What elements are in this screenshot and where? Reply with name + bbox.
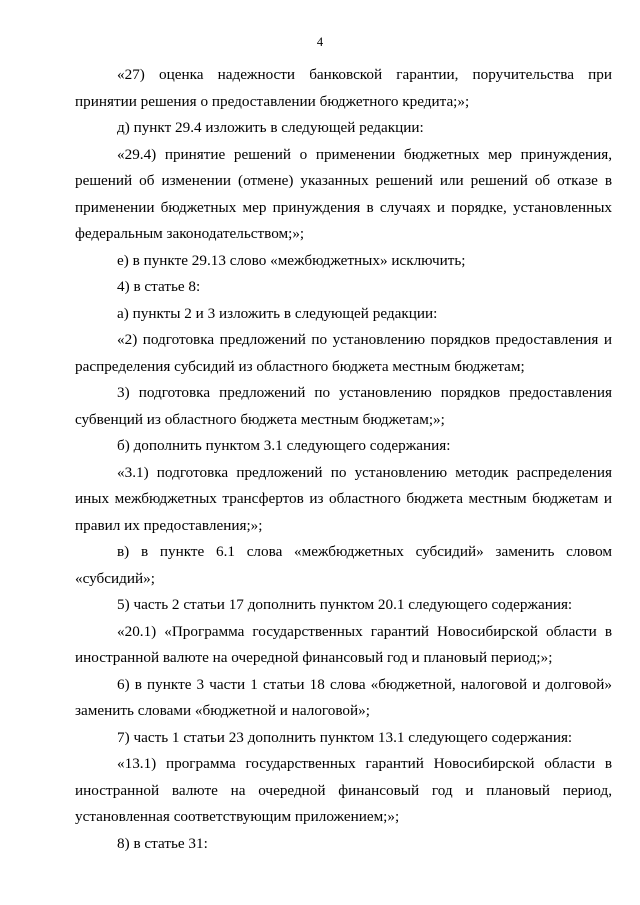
paragraph: «20.1) «Программа государственных гарантий Новосибирской области в иностранной валюте на очередной финансовый год и плановый период;»; — [75, 622, 612, 666]
paragraph: 5) часть 2 статьи 17 дополнить пунктом 20.1 следующего содержания: — [117, 596, 573, 613]
paragraph: «13.1) программа государственных гарантий Новосибирской области в иностранной валюте на очередной финансовый год и плановый период, установленная соответствующим приложением;»; — [75, 755, 612, 825]
paragraph: 8) в статье 31: — [117, 834, 208, 852]
paragraph: 4) в статье 8: — [117, 278, 201, 295]
paragraph: «27) оценка надежности банковской гарантии, поручительства при принятии решения о предоставлении бюджетного кредита;»; — [75, 66, 612, 110]
document-body — [75, 62, 612, 857]
paragraph: 7) часть 1 статьи 23 дополнить пунктом 13.1 следующего содержания: — [117, 728, 573, 746]
paragraph: д) пункт 29.4 изложить в следующей редакции: — [117, 119, 424, 136]
paragraph: «3.1) подготовка предложений по установлению методик распределения иных межбюджетных трансфертов из областного бюджета местным бюджетам и правил их предоставления;»; — [75, 463, 612, 534]
paragraph: а) пункты 2 и 3 изложить в следующей редакции: — [117, 304, 438, 322]
paragraph: 6) в пункте 3 части 1 статьи 18 слова «бюджетной, налоговой и долговой» заменить словами «бюджетной и налоговой»; — [75, 675, 612, 719]
paragraph: б) дополнить пунктом 3.1 следующего содержания: — [117, 437, 451, 454]
paragraph: «29.4) принятие решений о применении бюджетных мер принуждения, решений об изменении (отмене) указанных решений или решений об отказе в применении бюджетных мер принуждения в случаях и порядке, установленных федеральным законодательством;»; — [75, 145, 612, 242]
paragraph: 3) подготовка предложений по установлению порядков предоставления субвенций из областного бюджета местным бюджетам;»; — [75, 384, 612, 428]
paragraph: «2) подготовка предложений по установлению порядков предоставления и распределения субсидий из областного бюджета местным бюджетам; — [75, 331, 612, 375]
paragraph: е) в пункте 29.13 слово «межбюджетных» исключить; — [117, 251, 466, 269]
paragraph: в) в пункте 6.1 слова «межбюджетных субсидий» заменить словом «субсидий»; — [75, 543, 612, 587]
page-number: 4 — [316, 35, 324, 49]
